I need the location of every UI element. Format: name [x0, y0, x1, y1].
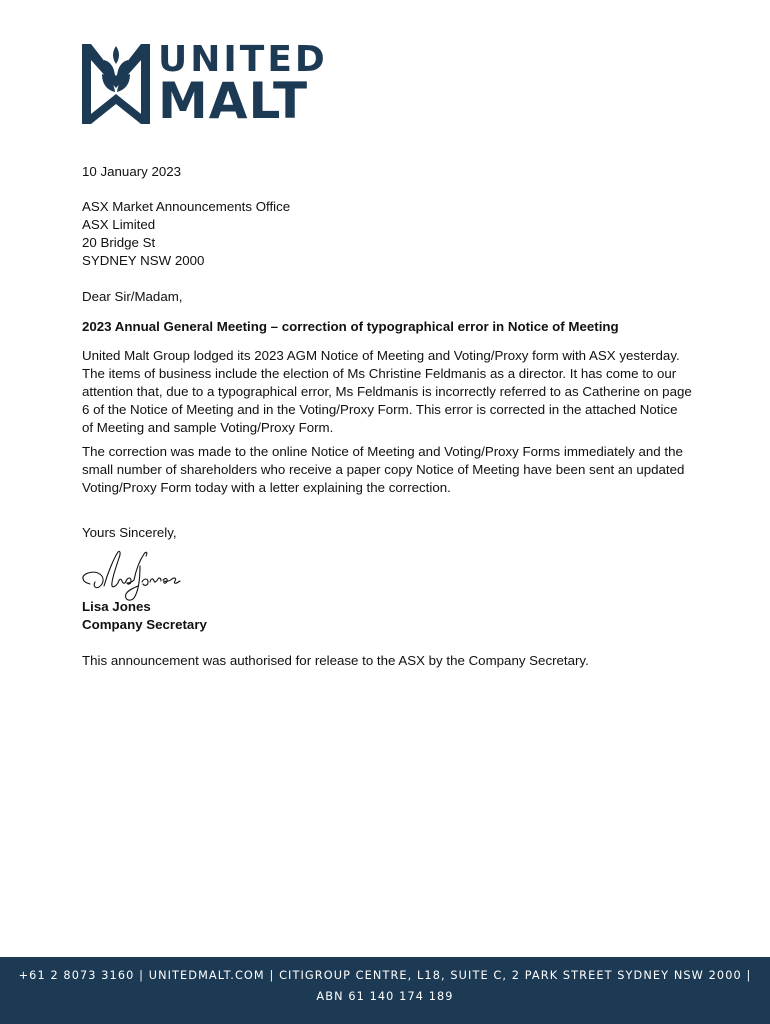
footer-contact-line: +61 2 8073 3160 | UNITEDMALT.COM | CITIGROUP CENTRE, L18, SUITE C, 2 PARK STREET SYDNEY NSW 2000 |: [18, 969, 752, 982]
addressee-line: ASX Limited: [82, 217, 156, 232]
logo-wordmark-malt: MALT: [158, 72, 309, 130]
wheat-logo-icon: [82, 42, 150, 126]
addressee-line: ASX Market Announcements Office: [82, 199, 291, 214]
footer-bar: [0, 957, 770, 1024]
body-paragraph: United Malt Group lodged its 2023 AGM Notice of Meeting and Voting/Proxy form with ASX yesterday. The items of business include the election of Ms Christine Feldmanis as a director. It has come to our attention that, due to a typographical error, Ms Feldmanis is incorrectly referred to as Catherine on page 6 of the Notice of Meeting and in the Voting/Proxy Form. This error is corrected in the attached Notice of Meeting and sample Voting/Proxy Form.: [82, 348, 692, 435]
company-logo: [82, 39, 362, 130]
signatory-title: Company Secretary: [82, 617, 207, 632]
closing: Yours Sincerely,: [82, 525, 177, 540]
letter-body: [82, 163, 692, 670]
signatory-name: Lisa Jones: [82, 599, 151, 614]
footer-abn-line: ABN 61 140 174 189: [316, 990, 454, 1003]
authorisation-statement: This announcement was authorised for release to the ASX by the Company Secretary.: [82, 653, 589, 668]
logo-wordmark-united: UNITED: [158, 39, 328, 80]
addressee-block: [82, 198, 692, 270]
addressee-line: 20 Bridge St: [82, 235, 156, 250]
letter-date: 10 January 2023: [82, 164, 182, 179]
handwritten-signature: [78, 546, 198, 602]
subject-heading: 2023 Annual General Meeting – correction of typographical error in Notice of Meeting: [82, 319, 619, 334]
addressee-line: SYDNEY NSW 2000: [82, 253, 205, 268]
body-paragraph: The correction was made to the online Notice of Meeting and Voting/Proxy Forms immediately and the small number of shareholders who receive a paper copy Notice of Meeting have been sent an updated Voting/Proxy Form today with a letter explaining the correction.: [82, 444, 685, 495]
salutation: Dear Sir/Madam,: [82, 289, 183, 304]
